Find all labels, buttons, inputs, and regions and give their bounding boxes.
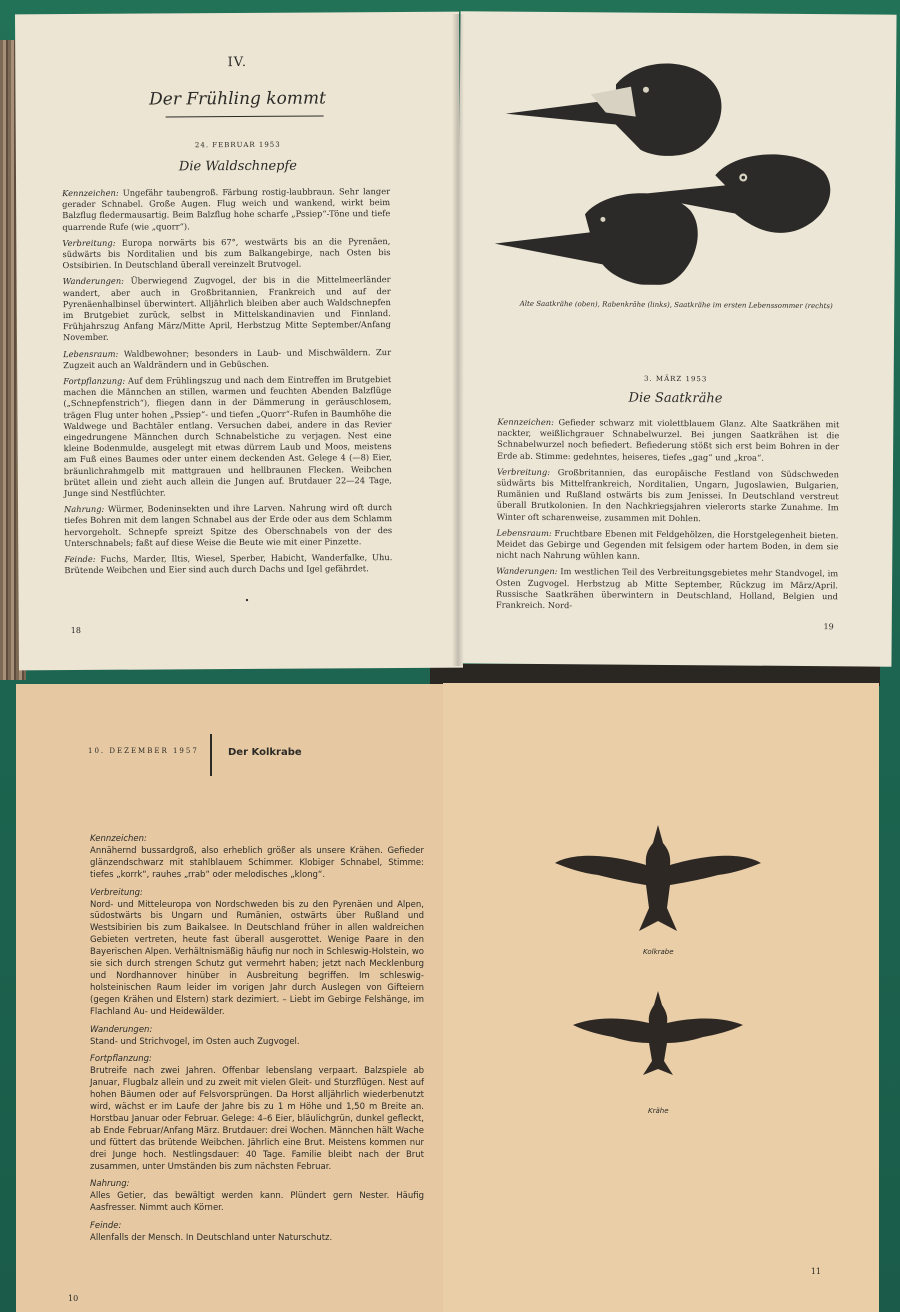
section-label: Wanderungen: — [90, 1024, 153, 1035]
section-text: Europa norwärts bis 67°, westwärts bis an die Pyrenäen, südwärts bis Norditalien und bis zum Balkangebirge, nach Osten bis Ostsibirien. In Deutschland überall vereinzelt Brutvogel. — [62, 235, 391, 271]
section-text: Annähernd bussardgroß, also erheblich größer als unsere Krähen. Gefieder glänzendschwarz mit stahlblauem Schimmer. Klobiger Schnabel, Stimme: tiefes „korrk“, rauhes „rrab“ oder melodisches „klong“. — [90, 845, 424, 880]
section-text: Allenfalls der Mensch. In Deutschland unter Naturschutz. — [90, 1233, 333, 1244]
entry-section — [90, 1179, 424, 1215]
section-label: Nahrung: — [90, 1179, 130, 1190]
section-text: Überwiegend Zugvogel, der bis in die Mittelmeerländer wandert, aber auch in Großbritannien, Frankreich und auf der Pyrenäenhalbinsel überwintert. Alljährlich bleiben aber auch Waldschnepfen im Brutgebiet zurück, selbst in Mittelskandinavien und Finnland. Frühjahrszug Anfang März/Mitte April, Herbstzug Mitte September/Anfang November. — [62, 274, 391, 343]
chapter-title: Der Frühling kommt — [149, 88, 326, 110]
crow-heads-illustration — [494, 54, 844, 287]
raven-caption: Kolkrabe — [643, 948, 674, 956]
section-label: Feinde: — [90, 1221, 122, 1232]
section-label: Lebensraum: — [63, 348, 119, 359]
page-18 — [15, 12, 463, 671]
section-label: Lebensraum: — [496, 527, 552, 538]
entry-date: 24. FEBRUAR 1953 — [194, 140, 281, 150]
page-10 — [16, 684, 448, 1312]
header-divider — [210, 734, 212, 776]
section-label: Kennzeichen: — [497, 416, 554, 428]
crow-caption: Krähe — [648, 1107, 669, 1115]
section-label: Fortpflanzung: — [90, 1054, 152, 1065]
section-text: Brutreife nach zwei Jahren. Offenbar lebenslang verpaart. Balzspiele ab Januar, Flugbalz allein und zu zweit mit vielen Gleit- und Sturzflügen. Nest auf hohen Bäumen oder auf Felsvorsprüngen. Da Horst alljährlich wiederbenutzt wird, wächst er im Laufe der Jahre bis zu 1 m Höhe und 1,50 m Breite an. Horstbau Januar oder Februar. Gelege: 4–6 Eier, bläulichgrün, dunkel gefleckt, ab Ende Februar/Anfang März. Brutdauer: drei Wochen. Männchen hält Wache und füttert das brütende Weibchen. Jährlich eine Brut. Meistens kommen nur drei Junge hoch. Nestlingsdauer: 40 Tage. Familie bleibt nach der Brut zusammen, unter Umständen bis zum nächsten Februar. — [90, 1066, 424, 1172]
page-19 — [455, 11, 896, 666]
entry-section — [497, 466, 839, 525]
section-label: Kennzeichen: — [90, 834, 147, 844]
section-label: Fortpflanzung: — [63, 375, 126, 387]
entry-title: Die Saatkrähe — [628, 390, 723, 407]
entry-text — [496, 417, 840, 619]
entry-section — [90, 1054, 424, 1173]
section-label: Verbreitung: — [496, 466, 551, 477]
entry-section — [90, 1025, 424, 1049]
section-label: Verbreitung: — [90, 887, 143, 898]
entry-text — [90, 834, 424, 1251]
raven-silhouette — [555, 825, 761, 931]
section-label: Verbreitung: — [62, 237, 116, 248]
page-number: 19 — [823, 622, 834, 632]
section-text: Auf dem Frühlingszug und nach dem Eintreffen im Brutgebiet machen die Männchen an stillen, warmen und feuchten Abenden Balzflüge („Schnepfenstrich“), fliegen dann in der Dämmerung in geräuschlosem, trägen Flug unter hohen „Pssiep“- und tiefen „Quorr“-Rufen in Baumhöhe die Waldwege und Bachtäler entlang. Versuchen dabei, andere in das Revier eingedrungene Männchen durch Schnabelstiche zu verjagen. Nest eine kleine Bodenmulde, ausgelegt mit etwas dürrem Laub und Moos, meistens am Fuß eines Baumes oder unter einem deckenden Ast. Gelege 4 (—8) Eier, bräunlichrahmgelb mit mattgrauen und hellbraunen Flecken. Weibchen brütet allein und zieht auch allein die Jungen auf. Brutdauer 22—24 Tage, Junge sind Nestflüchter. — [63, 374, 392, 499]
entry-section — [63, 374, 392, 499]
section-label: Wanderungen: — [62, 276, 125, 287]
chapter-rule — [166, 115, 324, 117]
section-text: Alles Getier, das bewältigt werden kann. Plündert gern Nester. Häufig Aasfresser. Nimmt auch Körner. — [90, 1191, 424, 1214]
section-text: Fuchs, Marder, Iltis, Wiesel, Sperber, Habicht, Wanderfalke, Uhu. Brütende Weibchen und Eier sind auch durch Dachs und Igel gefährdet. — [64, 552, 393, 576]
section-text: Nord- und Mitteleuropa von Nordschweden bis zu den Pyrenäen und Alpen, südostwärts bis Ungarn und Rumänien, ostwärts über Rußland und Westsibirien bis zum Baikalsee. In Deutschland früher in allen waldreichen Gebieten vertreten, heute fast überall ausgerottet. Wenige Paare in den Bayerischen Alpen. Verhältnismäßig häufig nur noch in Schleswig-Holstein, wo sie sich durch strengen Schutz gut vermehrt haben; jetzt nach Mecklenburg und Nordhannover hinüber in Ausbreitung begriffen. Im schleswig-holsteinischen Raum leider im vorigen Jahr durch Auslegen von Gifteiern (gegen Krähen und Elstern) stark dezimiert. – Liebt im Gebirge Felshänge, im Flachland Au- und Heidewälder. — [90, 899, 424, 1017]
entry-section — [62, 236, 390, 272]
entry-section — [497, 417, 839, 464]
entry-section — [64, 502, 392, 549]
bird-silhouettes — [543, 813, 773, 1113]
book-gutter — [452, 14, 464, 666]
entry-section — [496, 566, 838, 613]
entry-title: Der Kolkrabe — [228, 747, 302, 758]
section-text: Ungefähr taubengroß. Färbung rostig-laubbraun. Sehr langer gerader Schnabel. Große Augen. Flug weich und wankend, wirkt beim Balzflug fledermausartig. Beim Balzflug hohe scharfe „Pssiep“-Töne und tiefe quarrende Rufe (wie „quorr“). — [62, 186, 391, 232]
entry-section — [63, 274, 391, 343]
entry-section — [90, 1221, 424, 1245]
entry-section — [63, 347, 391, 371]
rook-adult-head — [505, 62, 721, 156]
section-text: Waldbewohner; besonders in Laub- und Mischwäldern. Zur Zugzeit auch an Waldrändern und in Gebüschen. — [63, 346, 392, 370]
page-number: 11 — [810, 1267, 821, 1276]
ornament-dot: • — [244, 595, 250, 605]
section-text: Gefieder schwarz mit violettblauem Glanz. Alte Saatkrähen mit nackter, weißlichgrauer Schnabelwurzel. Bei jungen Saatkrähen ist die Schnabelwurzel noch befiedert. Befiederung stößt sich erst beim Bohren in der Erde ab. Stimme: gedehntes, heiseres, tiefes „gag“ und „kroa“. — [497, 417, 840, 463]
page-number: 18 — [70, 625, 81, 636]
section-text: Im westlichen Teil des Verbreitungsgebietes mehr Standvogel, im Osten Zugvogel. Herbstzug ab Mitte September, Rückzug im März/April. Russische Saatkrähen überwintern in Deutschland, Holland, Belgien und Frankreich. Nord- — [495, 566, 839, 611]
page-number: 10 — [68, 1294, 79, 1303]
entry-section — [90, 834, 424, 882]
entry-date: 3. MÄRZ 1953 — [643, 374, 708, 384]
section-label: Nahrung: — [63, 504, 105, 515]
section-text: Stand- und Strichvogel, im Osten auch Zugvogel. — [90, 1036, 300, 1047]
entry-title: Die Waldschnepfe — [178, 158, 298, 175]
entry-date: 10. DEZEMBER 1957 — [88, 747, 199, 755]
section-label: Feinde: — [64, 553, 96, 565]
section-label: Wanderungen: — [496, 566, 558, 577]
crow-silhouette — [573, 991, 743, 1075]
section-text: Großbritannien, das europäische Festland von Südschweden südwärts bis Mittelfrankreich, Norditalien, Ungarn, Jugoslawien, Bulgarien, Rumänien und Rußland ostwärts bis zum Jenissei. In Deutschland verstreut überall Brutkolonien. In den Nachkriegsjahren vielerorts starke Zunahme. Im Winter oft scharenweise, zusammen mit Dohlen. — [496, 466, 839, 523]
entry-section — [62, 186, 390, 233]
illustration-caption: Alte Saatkrähe (oben), Rabenkrähe (links), Saatkrähe im ersten Lebenssommer (rechts) — [519, 299, 833, 311]
entry-section — [90, 888, 424, 1019]
chapter-number: IV. — [227, 54, 248, 71]
entry-section — [496, 527, 838, 563]
section-label: Kennzeichen: — [62, 187, 119, 199]
carrion-crow-head — [494, 192, 698, 286]
page-11 — [443, 683, 879, 1312]
section-text: Würmer, Bodeninsekten und ihre Larven. Nahrung wird oft durch tiefes Bohren mit dem langen Schnabel aus der Erde oder aus dem Schlamm hervorgeholt. Schnepfe spreizt Spitze des Oberschnabels von der des Unterschnabels; faßt auf diese Weise die Beute wie mit einer Pinzette. — [64, 502, 393, 548]
entry-section — [64, 552, 392, 576]
section-text: Fruchtbare Ebenen mit Feldgehölzen, die Horstgelegenheit bieten. Meidet das Gebirge und Gegenden mit felsigem oder hartem Boden, in dem sie nicht nach Nahrung wühlen kann. — [496, 527, 839, 561]
entry-text — [62, 186, 392, 581]
